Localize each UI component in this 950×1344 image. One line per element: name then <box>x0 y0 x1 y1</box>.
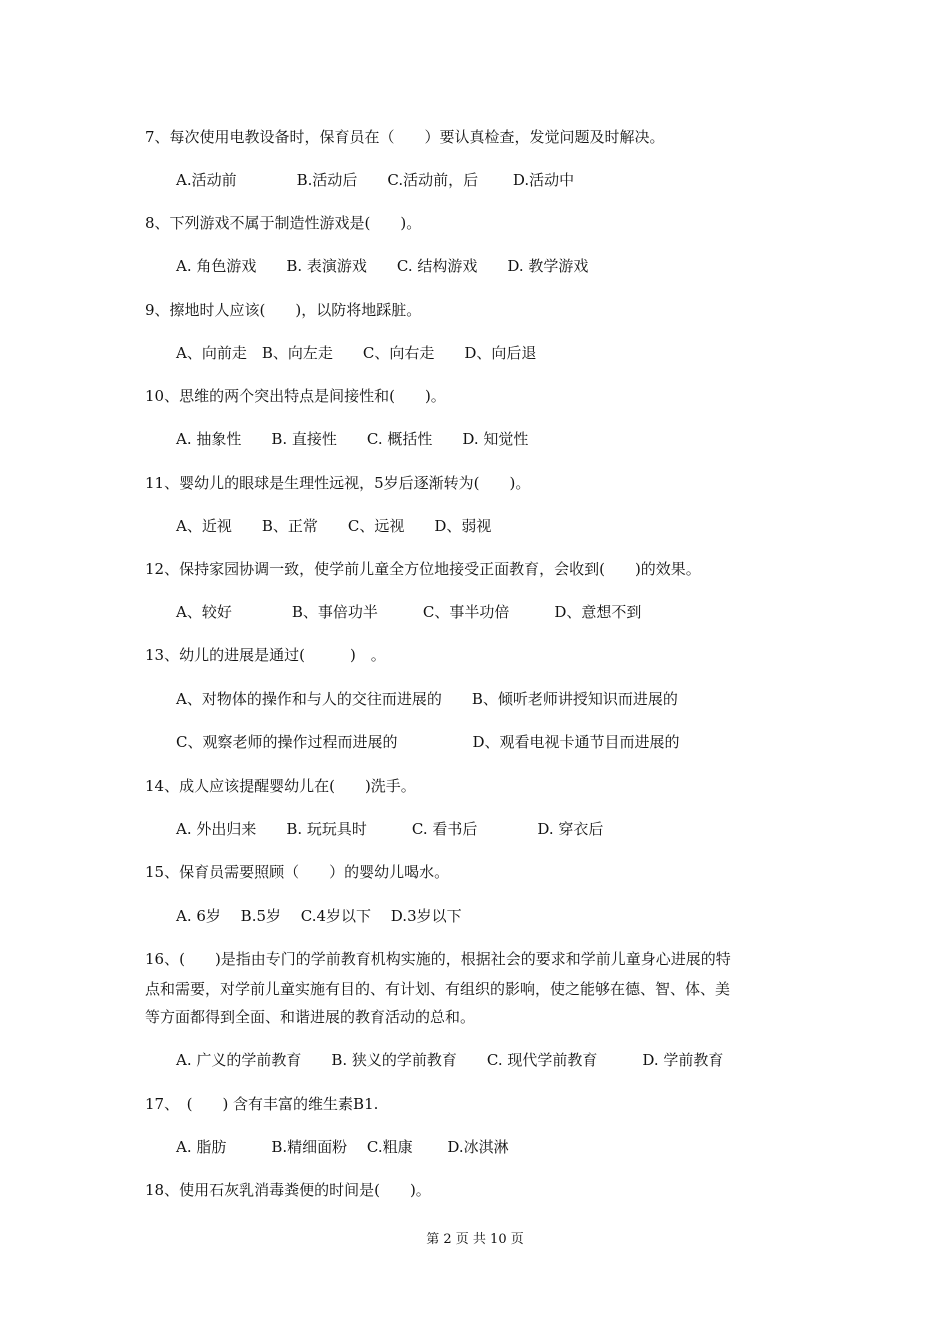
question-12-stem: 12、保持家园协调一致，使学前儿童全方位地接受正面教育，会收到( )的效果。 <box>145 560 701 578</box>
question-9-stem: 9、擦地时人应该( )，以防将地踩脏。 <box>145 301 422 319</box>
question-7-stem: 7、每次使用电教设备时，保育员在（ ）要认真检查，发觉问题及时解决。 <box>145 128 665 146</box>
question-8-options: A. 角色游戏 B. 表演游戏 C. 结构游戏 D. 教学游戏 <box>176 257 589 275</box>
question-16-stem-line-2: 点和需要，对学前儿童实施有目的、有计划、有组织的影响，使之能够在德、智、体、美 <box>145 980 731 998</box>
question-17-options: A. 脂肪 B.精细面粉 C.粗康 D.冰淇淋 <box>176 1138 509 1156</box>
question-10-options: A. 抽象性 B. 直接性 C. 概括性 D. 知觉性 <box>176 430 529 448</box>
question-12-options: A、较好 B、事倍功半 C、事半功倍 D、意想不到 <box>176 603 642 621</box>
question-9-options: A、向前走 B、向左走 C、向右走 D、向后退 <box>176 344 537 362</box>
question-13-options-line-2: C、观察老师的操作过程而进展的 D、观看电视卡通节目而进展的 <box>176 733 680 751</box>
question-11-stem: 11、婴幼儿的眼球是生理性远视，5岁后逐渐转为( )。 <box>145 474 531 492</box>
question-10-stem: 10、思维的两个突出特点是间接性和( )。 <box>145 387 446 405</box>
question-13-stem: 13、幼儿的进展是通过( ) 。 <box>145 646 386 664</box>
question-11-options: A、近视 B、正常 C、远视 D、弱视 <box>176 517 492 535</box>
question-16-options: A. 广义的学前教育 B. 狭义的学前教育 C. 现代学前教育 D. 学前教育 <box>176 1051 724 1069</box>
question-15-options: A. 6岁 B.5岁 C.4岁以下 D.3岁以下 <box>176 907 462 925</box>
question-13-options-line-1: A、对物体的操作和与人的交往而进展的 B、倾听老师讲授知识而进展的 <box>176 690 678 708</box>
page-number-footer: 第 2 页 共 10 页 <box>426 1232 524 1247</box>
question-15-stem: 15、保育员需要照顾（ ）的婴幼儿喝水。 <box>145 863 450 881</box>
question-8-stem: 8、下列游戏不属于制造性游戏是( )。 <box>145 214 422 232</box>
question-16-stem-line-3: 等方面都得到全面、和谐进展的教育活动的总和。 <box>145 1008 476 1026</box>
question-14-stem: 14、成人应该提醒婴幼儿在( )洗手。 <box>145 777 416 795</box>
question-17-stem: 17、 ( ) 含有丰富的维生素B1. <box>145 1095 379 1113</box>
question-7-options: A.活动前 B.活动后 C.活动前，后 D.活动中 <box>176 171 575 189</box>
question-14-options: A. 外出归来 B. 玩玩具时 C. 看书后 D. 穿衣后 <box>176 820 604 838</box>
question-16-stem-line-1: 16、( )是指由专门的学前教育机构实施的，根据社会的要求和学前儿童身心进展的特 <box>145 950 731 968</box>
question-18-stem: 18、使用石灰乳消毒粪便的时间是( )。 <box>145 1181 431 1199</box>
